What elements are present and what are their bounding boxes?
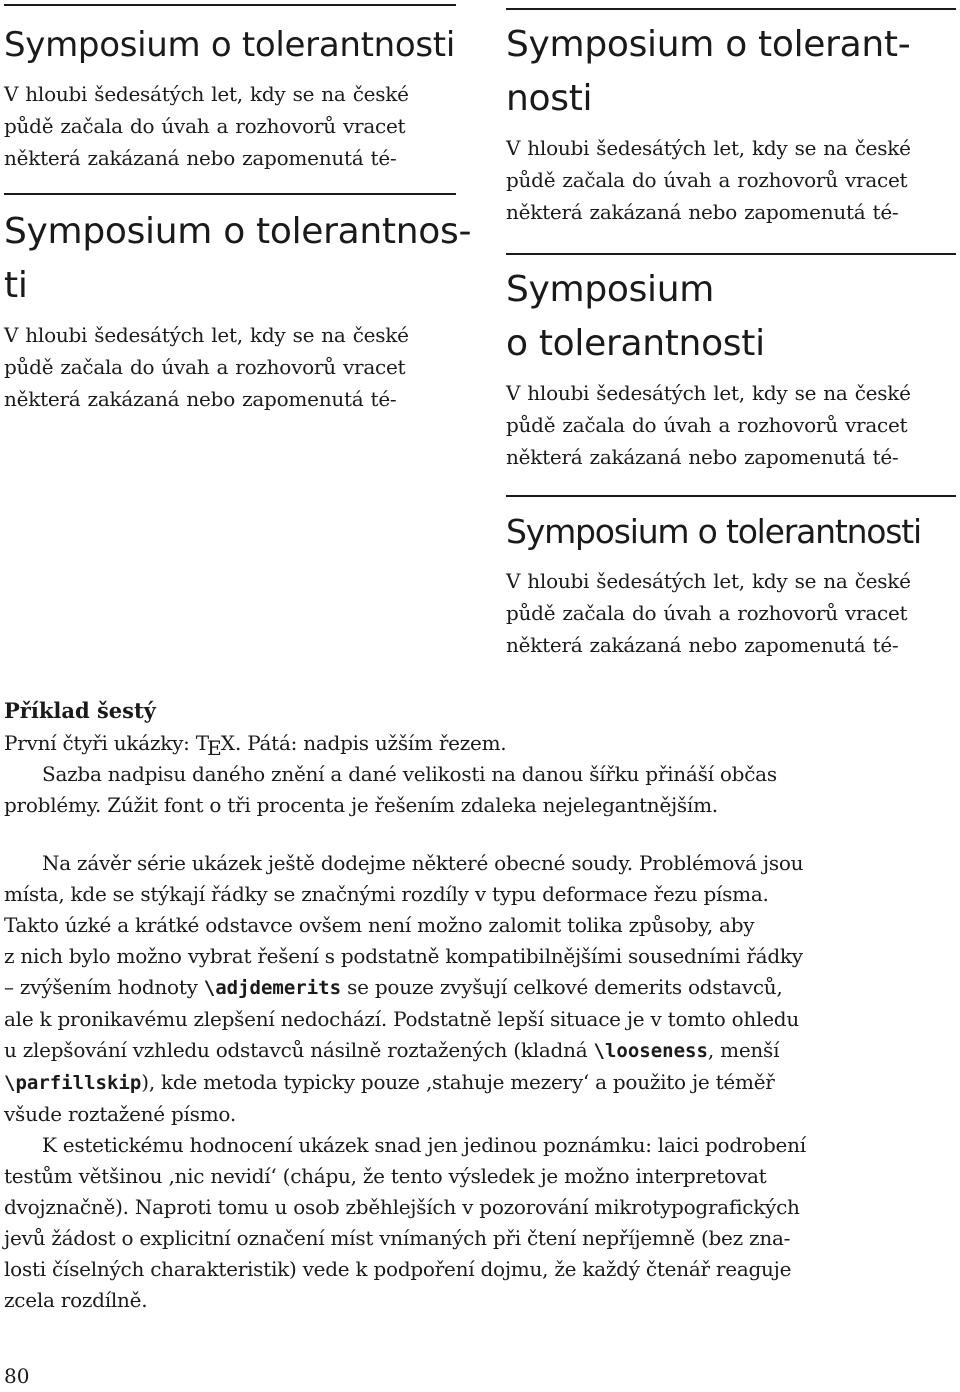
sample-c <box>506 8 956 228</box>
paragraph-1-line-8-end: ), kde metoda typicky pouze ‚stahuje mezery‘ a použito je téměř <box>141 1070 775 1094</box>
example-line-3: problémy. Zúžit font o tři procenta je řešením zdaleka nejelegantnějším. <box>4 793 718 817</box>
paragraph-2-line-2: testům většinou ‚nic nevidí‘ (chápu, že tento výsledek je možno interpretovat <box>4 1164 767 1188</box>
sample-b-line-2: půdě začala do úvah a rozhovorů vracet <box>4 355 406 379</box>
sample-c-heading-line-2: nosti <box>506 78 593 119</box>
sample-d-line-2: půdě začala do úvah a rozhovorů vracet <box>506 413 908 437</box>
paragraph-2-line-3: dvojznačně). Naproti tomu u osob zběhlejších v pozorování mikrotypografických <box>4 1195 800 1219</box>
sample-e-line-1: V hloubi šedesátých let, kdy se na české <box>506 569 911 593</box>
sample-a-line-1: V hloubi šedesátých let, kdy se na české <box>4 82 409 106</box>
paragraph-1-line-6: ale k pronikavému zlepšení nedochází. Podstatně lepší situace je v tomto ohledu <box>4 1007 799 1031</box>
code-looseness: \looseness <box>593 1040 708 1062</box>
sample-a-line-2: půdě začala do úvah a rozhovorů vracet <box>4 114 406 138</box>
page-number: 80 <box>4 1364 30 1388</box>
sample-b-line-1: V hloubi šedesátých let, kdy se na české <box>4 323 409 347</box>
sample-e-line-3: některá zakázaná nebo zapomenutá té- <box>506 633 899 657</box>
paragraph-2-line-5: losti číselných charakteristik) vede k podpoření dojmu, že každý čtenář reaguje <box>4 1257 792 1281</box>
paragraph-1-line-8 <box>4 1067 918 1099</box>
paragraph-1-line-3: Takto úzké a krátké odstavce ovšem není možno zalomit tolika způsoby, aby <box>4 913 755 937</box>
sample-b-line-3: některá zakázaná nebo zapomenutá té- <box>4 387 397 411</box>
example-line-1-start: První čtyři ukázky: <box>4 731 196 755</box>
paragraph-1-line-5-end: se pouze zvyšují celkové demerits odstavců, <box>341 975 783 999</box>
sample-a <box>4 4 456 174</box>
sample-a-line-3: některá zakázaná nebo zapomenutá té- <box>4 146 397 170</box>
code-adjdemerits: \adjdemerits <box>203 977 342 999</box>
example-line-1-end: . Pátá: nadpis užším řezem. <box>234 731 507 755</box>
sample-c-rule <box>506 8 956 10</box>
example-section <box>4 694 918 1316</box>
paragraph-1-line-7-start: u zlepšování vzhledu odstavců násilně roztažených (kladná <box>4 1038 594 1062</box>
paragraph-1-line-2: místa, kde se stýkají řádky se značnými rozdíly v typu deformace řezu písma. <box>4 882 769 906</box>
example-title: Příklad šestý <box>4 698 156 723</box>
sample-d-line-1: V hloubi šedesátých let, kdy se na české <box>506 381 911 405</box>
paragraph-1-line-5-start: – zvýšením hodnoty <box>4 975 204 999</box>
sample-e <box>506 495 956 661</box>
sample-c-line-1: V hloubi šedesátých let, kdy se na české <box>506 136 911 160</box>
sample-b <box>4 193 472 415</box>
paragraph-1-line-4: z nich bylo možno vybrat řešení s podstatně kompatibilnějšími sousedními řádky <box>4 944 803 968</box>
sample-d-line-3: některá zakázaná nebo zapomenutá té- <box>506 445 899 469</box>
sample-c-line-2: půdě začala do úvah a rozhovorů vracet <box>506 168 908 192</box>
paragraph-2-line-6: zcela rozdílně. <box>4 1288 148 1312</box>
code-parfillskip: \parfillskip <box>4 1072 142 1094</box>
paragraph-1-line-7 <box>4 1035 918 1067</box>
paragraph-1-line-9: všude roztažené písmo. <box>4 1102 236 1126</box>
sample-d-rule <box>506 253 956 255</box>
paragraph-gap <box>4 821 918 848</box>
paragraph-1-line-7-end: , menší <box>707 1038 780 1062</box>
sample-b-heading-line-2: ti <box>4 265 28 306</box>
sample-d-heading-line-1: Symposium <box>506 269 715 310</box>
paragraph-2-line-4: jevů žádost o explicitní označení míst vnímaných při čtení nepříjemně (bez zna- <box>4 1226 791 1250</box>
sample-e-heading: Symposium o tolerantnosti <box>506 512 922 551</box>
sample-d-heading-line-2: o tolerantnosti <box>506 323 765 364</box>
sample-e-rule <box>506 495 956 497</box>
sample-e-line-2: půdě začala do úvah a rozhovorů vracet <box>506 601 908 625</box>
example-line-2: Sazba nadpisu daného znění a dané velikosti na danou šířku přináší občas <box>42 762 777 786</box>
sample-a-rule <box>4 4 456 6</box>
sample-d <box>506 253 956 473</box>
sample-b-heading-line-1: Symposium o tolerantnos- <box>4 211 472 252</box>
paragraph-2-line-1: K estetickému hodnocení ukázek snad jen jedinou poznámku: laici podrobení <box>42 1133 806 1157</box>
sample-a-heading: Symposium o tolerantnosti <box>4 25 455 65</box>
paragraph-1-line-1: Na závěr série ukázek ještě dodejme některé obecné soudy. Problémová jsou <box>42 851 804 875</box>
sample-c-line-3: některá zakázaná nebo zapomenutá té- <box>506 200 899 224</box>
sample-c-heading-line-1: Symposium o tolerant- <box>506 24 911 65</box>
tex-logo: TEX <box>195 731 235 760</box>
sample-b-rule <box>4 193 456 195</box>
paragraph-1-line-5 <box>4 972 918 1004</box>
example-line-1 <box>4 728 918 759</box>
